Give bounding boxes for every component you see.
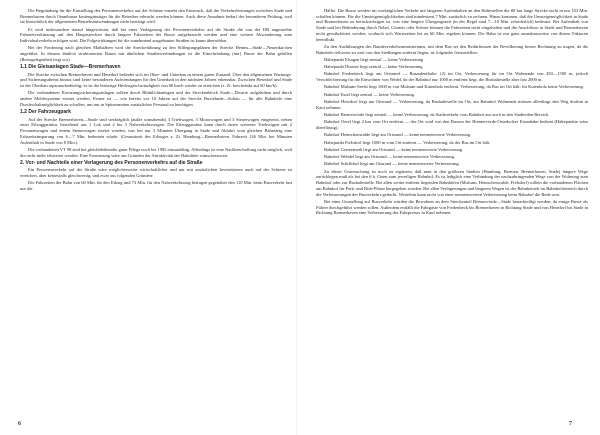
body-paragraph: Bahnhof Schiffdorf liegt am Ortsrand — keine nennenswerte Verbesserung. — [324, 161, 460, 167]
body-paragraph: Haltepunkt Frelsdorf liegt 1000 m vom Ort entfernt — Verbesserung, da der Bus im Ort hält. — [324, 139, 491, 145]
body-paragraph: Bei einer Umstellung auf Busverkehr würden die Bewohner an dem Streckenteil Bremervörde—Stade benachteiligt werden, da einige Busse als Führer durchgeführt werden sollen. Außerdem entfällt die Fahrgäste von Fredenbeck bis Bremerhaven in Richtung Stade und von Hesedorf bis Stade in Richtung Bremerhaven eine Verbesserung des Fahrpreises in Kauf nehmen. — [316, 198, 588, 216]
body-paragraph: Bahnhof Fredenbeck liegt am Ortsrand — Busaufenthalts- (2) im Ort, Verbesserung für im Ort Wohnende von 450—1500 m, jedoch Verschlechterung für die Einwohner von Wedel, da der Bahnhof nur 1000 m entfernt liegt, die Bushaltestelle aber fast 2000 m. — [316, 71, 588, 83]
body-paragraph: Die vorhandenen Kreuzungssicherungsanlagen sollten durch Blinklichtanlagen und der Streckenblock Stade—Divarre aufgehoben und durch andere Meldesysteme ersetzt werden. Ferner ist — wie bereits vor 10 Jahren auf der Strecke Buxtehude—Soltau — für alle Bahnhöfe eine Durchschaltmöglichkeit zu schaffen, um nur in Spitzenzeiten zusätzliches Personal zu benötigen. — [20, 90, 292, 107]
section-heading: 1.2 Der Fahrzeugpark — [20, 109, 71, 116]
body-paragraph: Zu dieser Untersuchung ist noch zu ergänzen, daß man in den größeren Städten (Hamburg, Bremen, Bremerhaven, Stade) längere Wege zurücklegen muß als bei den 6 b. Orten zum jeweiligen Bahnhof. Es ist lediglich eine Verbindung der nachzubringenden Wege von der Wohnung zum Bahnhof oder zur Bushaltestelle. Bei allen weiter entfernt liegenden Bahnhöfen (Mulsum, Heinschenwalde, Frelsdorf) sollten die vorhandenen Flächen am Bahnhof für Park- and Ride-Plätze hergegeben werden. Bei allen Verlagerungen und längeren Wegen ist der Bahnbetrieb im Bahnhofsbereich durch die Verbesserungen des Busverkehrs gedacht. Weiterhin kann nicht von einer nennenswerten Verbesserung beim Bahnhof die Rede sein. — [316, 168, 588, 197]
body-paragraph: Bahnhof Bremervörde liegt zentral — keine Verbesserung, da Stadtverkehr vom Bahnhof aus auch in den Stadtteilen Bereich. — [324, 112, 550, 117]
left-page — [20, 8, 292, 193]
body-paragraph: Bahnhof Essel liegt zentral — keine Verbesserung. — [324, 91, 415, 97]
body-paragraph: Bahnhof Oerel liegt 2 km vom Ort entfernt — der Ort wird von den Bussen der Bremervörde-Osterholzer Eisenbahn bedient (Haltepunkte wäre überflüssig). — [316, 119, 588, 130]
body-paragraph: Bahnhof Wehdel liegt am Ortsrand — keine nennenswerte Verbesserung. — [324, 154, 455, 160]
left-page-number: 6 — [18, 421, 21, 427]
body-paragraph: Bahnhof Hesedorf liegt am Ortsrand — Verbesserung, da Bushaltestelle im Ort, am Bahnhof Wohnende müssen allerdings den Weg dorthin in Kauf nehmen. — [316, 99, 588, 110]
body-paragraph: Die Strecke zwischen Bremerhaven und Hesedorf befindet sich im Ober- und Unterbau in einem guten Zustand. Über den allgemeinen Wartungs- und Sicherungsdienst hinaus sind keine besonderen Aufwendungen für den Unterhalt in den nächsten Jahren erkennbar. Zwischen Hesedorf und Stade ist der Oberbau reparaturbedürftig; es ist die bisherige Höchstgeschwindigkeit von 80 km/h wieder zu erreichen (z. Zt. beschränkt auf 60 km/h). — [20, 71, 292, 89]
body-paragraph: Ein Personenverkehr auf der Straße wäre möglicherweise wirtschaftlicher und nur mit zusätzlichen Investitionen auch auf der Schiene zu erreichen, aber keinesfalls gleichwertig, und zwar aus folgenden Gründen: — [20, 167, 292, 179]
body-paragraph: Bahnhof Geestenseth liegt am Ortsrand — keine nennenswerte Verbesserung. — [324, 146, 464, 152]
section-heading: 2. Vor- und Nachteile einer Verlagerung des Personenverkehrs auf die Straße — [20, 159, 203, 166]
body-paragraph: Bahnhof Mulsum-Seelst liegt 1000 m von Mulsum und Kutenholz entfernt. Verbesserung, da Bus im Ort hält; für Kutenholz keine Verbesserung. — [324, 84, 584, 90]
body-paragraph: Hälfte. Die Busse werden im werktäglichen Verkehr mit längeren Aufenthalten an den Haltestellen die 80 km lange Strecke nicht in nur 103 Min. schaffen können. Für die Umsteigemöglichkeiten sind mindestens 7 Min. zusätzlich zu rechnen. Hinzu kommen, daß die Umsteigemöglichkeit in Stade und Bremerhaven zu berücksichtigen ist, was eine längere Übergangszeit (in der Regel sind 7—10 Min. erforderlich) bedeutet. Bei Aufenthalt von Stade und bei Behinderung durch Nebel, Glatteis oder Schnee können die Fahrzeiten nicht eingehalten und die Anschlüsse in Stade und Bremerhaven nicht gewährleistet werden, wodurch sich Wartezeiten bis zu 60 Min. ergeben können. Die Bahn ist nur ganz ausnahmsweise von diesen Faktoren beeinflußt. — [316, 8, 588, 42]
body-paragraph: Die Fahrzeiten der Bahn von 60 Min. für den Eilzug und 73 Min. für den Nahverkehrszug betragen gegenüber den 110 Min. beim Busverkehr fast nur die — [20, 180, 292, 192]
right-page-number: 7 — [569, 421, 572, 427]
body-paragraph: Haltepunkt Elsagen liegt zentral — keine Verbesserung — [324, 56, 424, 62]
body-paragraph: Bei der Forderung nach gleichen Maßstäben wird die Streckeführung zu den Stillegungsplänen der Strecke Hemm—Stade—Neuenkirchen angeführt. In diesem ähnlich strukturierten Raum mit ähnlichen Straßenverbindungen ist die Einschränkung (nur) Busse der Bahn gefallen (Reisegelegenheit liegt vor). — [20, 45, 292, 62]
section-heading: 1.1 Die Gleisanlagen Stade—Bremerhaven — [20, 64, 121, 71]
right-page — [316, 8, 588, 218]
body-paragraph: Haltepunkt Dinstee liegt zentral — keine Verbesserung — [324, 64, 423, 70]
body-paragraph: Die Begründung für die Einstellung des Personenverkehrs auf der Schiene ermeht den Einstruck, daß die Verkehrsleistungen zwischen Stade und Bremerhaven durch Omnibusse kostengünstiger für die Betreiber erbracht werden können. Auch diese Annahme bedarf der besonderen Prüfung, weil sie hinsichtlich der allgemeinen Betriebsaufwendungen nicht bestätigt wird. — [20, 8, 292, 25]
body-paragraph: Zu den Ausführungen des Bundesverkehrsministeriums, mit dem Bus sei den Bedürfnissen der Bevölkerung besser Rechnung zu tragen, da die Bahnhöfe teilweise zu weit von den Siedlungen entfernt liegen, ist folgendes festzustellen: — [316, 43, 588, 55]
body-paragraph: Es wird insbesondere darauf hingewiesen, daß bei einer Verlagerung des Personenverkehrs auf die Straße die von der DB angestrebte Fahrzeitverkürzung auf den Hauptstrecken durch längere Fahrzeiten der Busse aufgebraucht werden und eine weitere Abwanderung zum Individualverkehr erfolgen wird. Die Folgewirkungen für die zunehmend ausgebauten Straßen ist kaum übersehbar. — [20, 26, 292, 44]
page-gutter — [296, 0, 297, 435]
body-paragraph: Auf der Strecke Bremerhaven—Stade sind werktäglich (außer sonnabends) 3 Triebwagen, 3 Motorwagen und 3 Steuerwagen eingesetzt, neben einer Eilzuggarnitur, bestehend aus 1 Lok und 2 bis 3 Nahverkehrswagen. Die Eilzuggarnitur kann durch einen weiteren Triebwagen mit 2 Personenwagen und einem Steuerwagen ersetzt werden, was bei nur 3 Minuten Übergang in Stade und Abfahrt vom gleichen Bahnsteig eine Fahrzeiteinsparung von 6—7 Min. bedeuten würde. (Gesamtzeit des Eilzuges z. Zt. Hamburg—Bremerhaven, Fahrzeit 126 Min. bei Minuten Aufenthalt in Stade von 8 Min.). — [20, 116, 292, 145]
body-paragraph: Die vorhandenen VT 98 sind bei gleichbleibender guter Pflege noch bis 1985 einsatzfähig. Allerdings ist eine Nachbeschaffung nicht möglich, weil die nicht mehr fabriziert werden. Eine Erneuerung wäre aus Gründen der Attraktivität der Bahnlinie wünschenswert. — [20, 146, 292, 158]
body-paragraph: Bahnhof Heinschenwalde liegt am Ortsrand — keine nennenswerte Verbesserung. — [324, 132, 472, 138]
